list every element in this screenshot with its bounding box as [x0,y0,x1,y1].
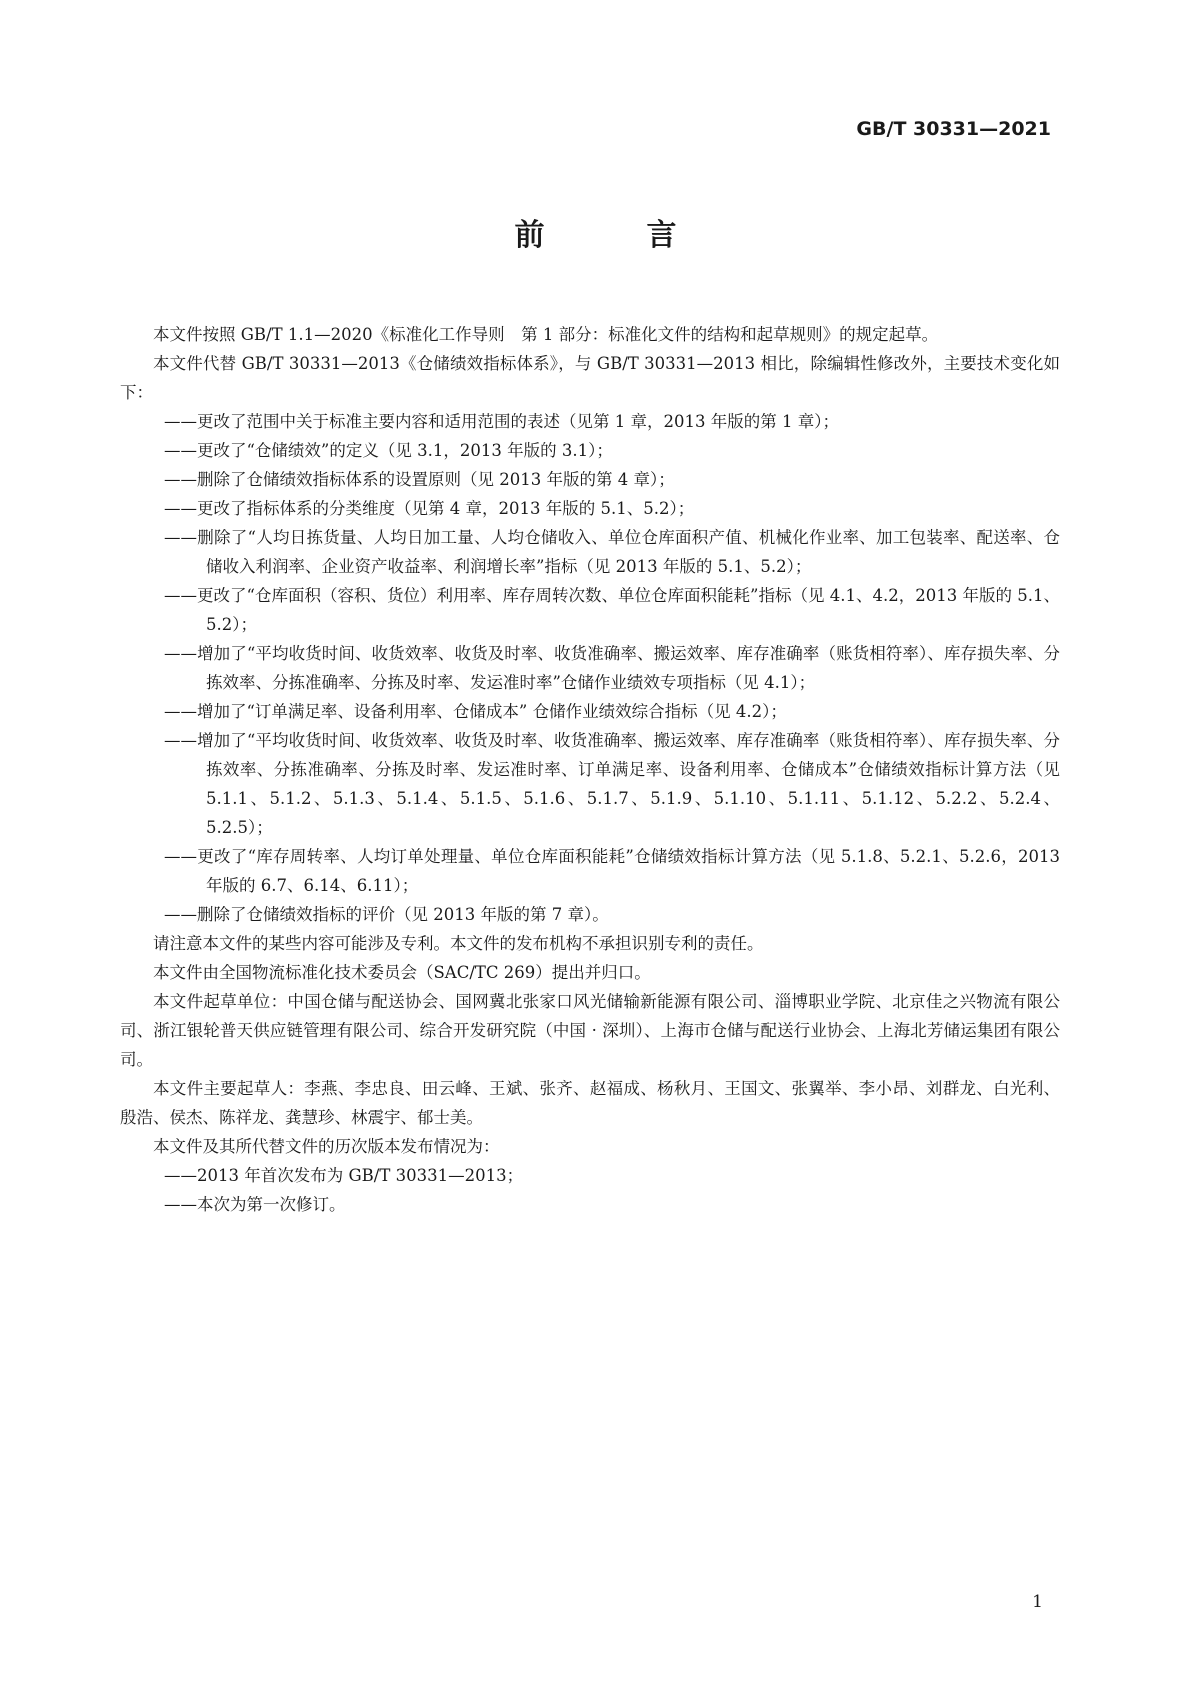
list-item: ——删除了仓储绩效指标体系的设置原则（见 2013 年版的第 4 章）； [164,470,675,489]
page-number: 1 [1032,1592,1043,1612]
page-title: 前 言 [514,218,713,253]
list-item: ——删除了仓储绩效指标的评价（见 2013 年版的第 7 章）。 [164,905,609,924]
paragraph: 本文件主要起草人：李燕、李忠良、田云峰、王斌、张齐、赵福成、杨秋月、王国文、张翼举、李小昂、刘群龙、白光利、殷浩、侯杰、陈祥龙、龚慧珍、林震宇、郁士美。 [120,1079,1060,1127]
history-item: ——2013 年首次发布为 GB/T 30331—2013； [164,1166,524,1185]
paragraph: 请注意本文件的某些内容可能涉及专利。本文件的发布机构不承担识别专利的责任。 [153,934,764,953]
list-item: ——删除了“人均日拣货量、人均日加工量、人均仓储收入、单位仓库面积产值、机械化作业率、加工包装率、配送率、仓储收入利润率、企业资产收益率、利润增长率”指标（见 2013 年版的 5.1、5.2）； [164,528,1060,576]
list-item: ——更改了“仓库面积（容积、货位）利用率、库存周转次数、单位仓库面积能耗”指标（见 4.1、4.2，2013 年版的 5.1、5.2）； [164,586,1060,634]
paragraph: 本文件及其所代替文件的历次版本发布情况为： [153,1137,500,1156]
paragraph: 本文件起草单位：中国仓储与配送协会、国网冀北张家口风光储输新能源有限公司、淄博职业学院、北京佳之兴物流有限公司、浙江银轮普天供应链管理有限公司、综合开发研究院（中国 · 深圳）、上海市仓储与配送行业协会、上海北芳储运集团有限公司。 [120,992,1060,1069]
standard-code: GB/T 30331—2021 [856,118,1051,140]
paragraph: 本文件按照 GB/T 1.1—2020《标准化工作导则 第 1 部分：标准化文件的结构和起草规则》的规定起草。 [153,325,939,344]
list-item: ——增加了“订单满足率、设备利用率、仓储成本” 仓储作业绩效综合指标（见 4.2）； [164,702,787,721]
history-item: ——本次为第一次修订。 [164,1195,346,1214]
list-item: ——更改了指标体系的分类维度（见第 4 章，2013 年版的 5.1、5.2）； [164,499,695,518]
paragraph: 本文件代替 GB/T 30331—2013《仓储绩效指标体系》，与 GB/T 30331—2013 相比，除编辑性修改外，主要技术变化如下： [120,354,1060,402]
foreword-body [120,320,1060,1219]
list-item: ——增加了“平均收货时间、收货效率、收货及时率、收货准确率、搬运效率、库存准确率（账货相符率）、库存损失率、分拣效率、分拣准确率、分拣及时率、发运准时率”仓储作业绩效专项指标（见 4.1）； [164,644,1060,692]
paragraph: 本文件由全国物流标准化技术委员会（SAC/TC 269）提出并归口。 [153,963,651,982]
list-item: ——增加了“平均收货时间、收货效率、收货及时率、收货准确率、搬运效率、库存准确率（账货相符率）、库存损失率、分拣效率、分拣准确率、分拣及时率、发运准时率、订单满足率、设备利用率、仓储成本”仓储绩效指标计算方法（见 5.1.1、5.1.2、5.1.3、5.1.4、5.1.5、5.1.6、5.1.7、5.1.9、5.1.10、5.1.11、5.1.12、5.2.2、5.2.4、5.2.5）； [164,731,1060,837]
list-item: ——更改了“库存周转率、人均订单处理量、单位仓库面积能耗”仓储绩效指标计算方法（见 5.1.8、5.2.1、5.2.6，2013 年版的 6.7、6.14、6.11）； [164,847,1060,895]
list-item: ——更改了范围中关于标准主要内容和适用范围的表述（见第 1 章，2013 年版的第 1 章）； [164,412,839,431]
list-item: ——更改了“仓储绩效”的定义（见 3.1，2013 年版的 3.1）； [164,441,613,460]
